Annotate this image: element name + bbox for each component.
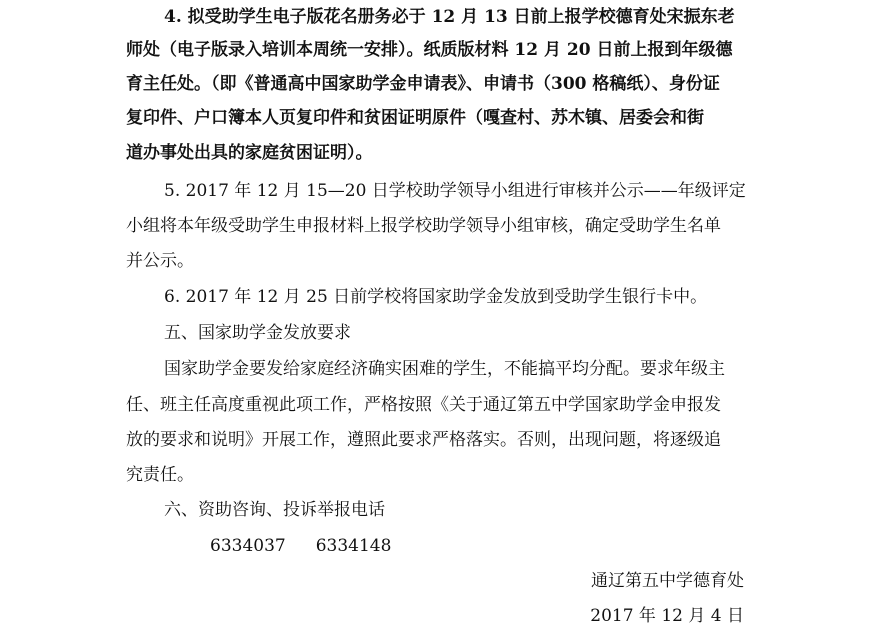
item4-line-5: 道办事处出具的家庭贫困证明）。 <box>126 143 373 163</box>
section5-heading: 五、国家助学金发放要求 <box>164 323 351 343</box>
signature-org: 通辽第五中学德育处 <box>591 571 744 591</box>
item5-line-3: 并公示。 <box>126 251 194 271</box>
phone-numbers <box>210 530 830 562</box>
phone-number-2: 6334148 <box>315 536 392 556</box>
section5-line-3: 放的要求和说明》开展工作，遵照此要求严格落实。否则，出现问题，将逐级追 <box>126 430 721 450</box>
item4-line-3: 育主任处。（即《普通高中国家助学金申请表》、申请书（300 格稿纸）、身份证 <box>126 74 720 94</box>
section6-heading: 六、资助咨询、投诉举报电话 <box>164 500 385 520</box>
section5-line-4: 究责任。 <box>126 465 194 485</box>
item4-line-2: 师处（电子版录入培训本周统一安排）。纸质版材料 12 月 20 日前上报到年级德 <box>126 40 733 60</box>
item4-line-4: 复印件、户口簿本人页复印件和贫困证明原件（嘎查村、苏木镇、居委会和街 <box>126 108 704 128</box>
section5-line-2: 任、班主任高度重视此项工作，严格按照《关于通辽第五中学国家助学金申报发 <box>126 395 721 415</box>
item5-line-1: 5. 2017 年 12 月 15—20 日学校助学领导小组进行审核并公示——年级评定 <box>164 181 746 201</box>
item4-line-1: 4. 拟受助学生电子版花名册务必于 12 月 13 日前上报学校德育处宋振东老 <box>164 7 735 27</box>
item5-line-2: 小组将本年级受助学生申报材料上报学校助学领导小组审核，确定受助学生名单 <box>126 216 721 236</box>
signature-date: 2017 年 12 月 4 日 <box>590 606 744 626</box>
section5-line-1: 国家助学金要发给家庭经济确实困难的学生，不能搞平均分配。要求年级主 <box>164 359 725 379</box>
phone-number-1: 6334037 <box>210 536 286 556</box>
item6-line: 6. 2017 年 12 月 25 日前学校将国家助学金发放到受助学生银行卡中。 <box>164 287 708 307</box>
